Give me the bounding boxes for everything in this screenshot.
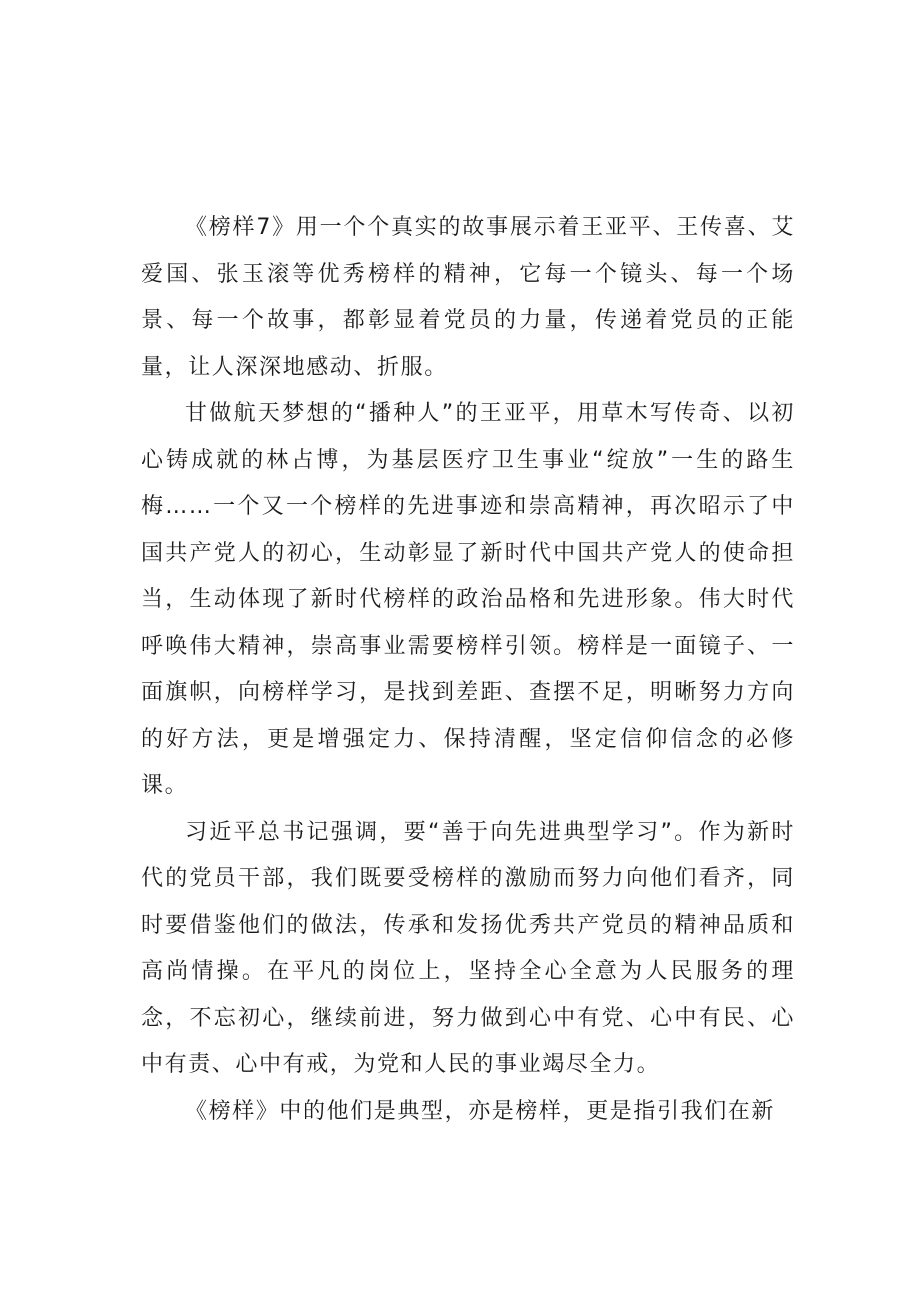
paragraph-2: 甘做航天梦想的“播种人”的王亚平，用草木写传奇、以初心铸成就的林占博，为基层医疗卫生事业“绽放”一生的路生梅……一个又一个榜样的先进事迹和崇高精神，再次昭示了中国共产党人的初心，生动彰显了新时代中国共产党人的使命担当，生动体现了新时代榜样的政治品格和先进形象。伟大时代呼唤伟大精神，崇高事业需要榜样引领。榜样是一面镜子、一面旗帜，向榜样学习，是找到差距、查摆不足，明晰努力方向的好方法，更是增强定力、保持清醒，坚定信仰信念的必修课。 bbox=[141, 401, 795, 798]
document-body bbox=[141, 205, 795, 1135]
paragraph-3: 习近平总书记强调，要“善于向先进典型学习”。作为新时代的党员干部，我们既要受榜样的激励而努力向他们看齐，同时要借鉴他们的做法，传承和发扬优秀共产党员的精神品质和高尚情操。在平凡的岗位上，坚持全心全意为人民服务的理念，不忘初心，继续前进，努力做到心中有党、心中有民、心中有责、心中有戒，为党和人民的事业竭尽全力。 bbox=[141, 819, 795, 1077]
paragraph-4: 《榜样》中的他们是典型，亦是榜样，更是指引我们在新 bbox=[185, 1098, 776, 1124]
paragraph-1: 《榜样7》用一个个真实的故事展示着王亚平、王传喜、艾爱国、张玉滚等优秀榜样的精神，它每一个镜头、每一个场景、每一个故事，都彰显着党员的力量，传递着党员的正能量，让人深深地感动、折服。 bbox=[141, 215, 795, 380]
